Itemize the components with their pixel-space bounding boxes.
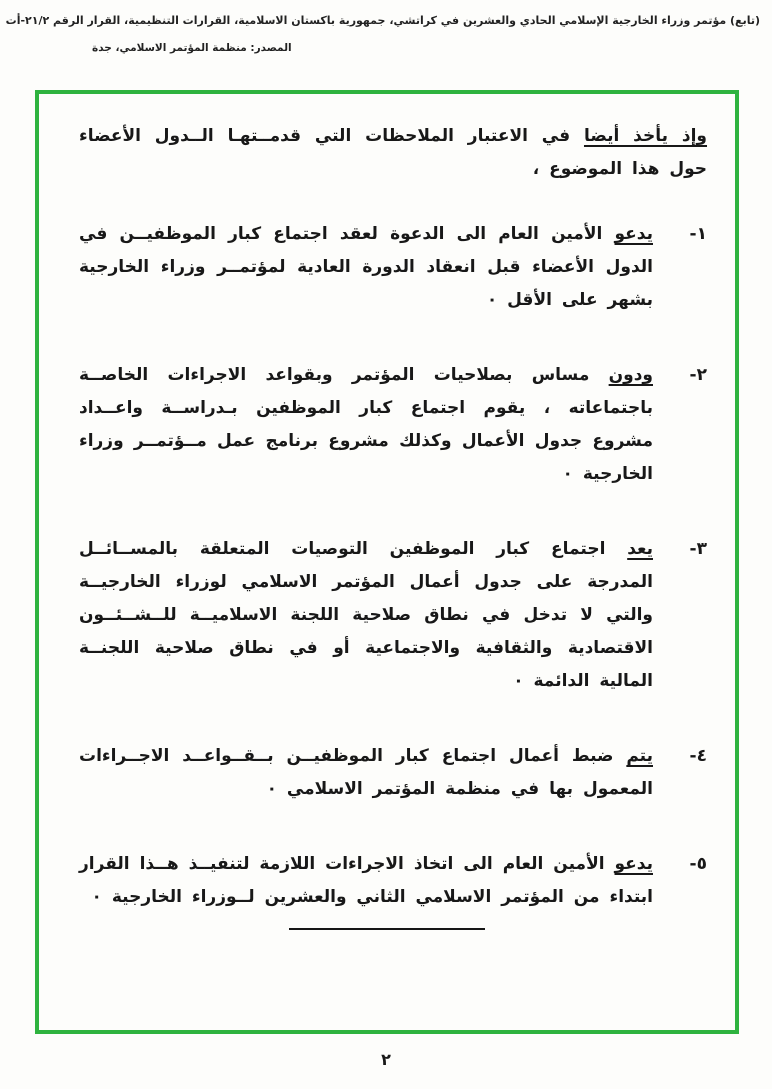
clause-rest-1: الأمين العام الى الدعوة لعقد اجتماع كبار الموظفيــن في الدول الأعضاء قبل انعقاد الدورة العادية لمؤتمــر وزراء الخارجية بشهر على الأقل ٠ [79,224,653,310]
clause-text-3 [79,533,653,698]
clause-number-5: ٥- [689,854,707,874]
clause-number-2: ٢- [689,365,707,385]
resolution-body [39,94,735,1030]
clause-item-5 [79,848,707,914]
clause-number-3: ٣- [689,539,707,559]
clause-text-5 [79,848,653,914]
clause-lead-4: يتم [626,746,653,766]
clause-rest-3: اجتماع كبار الموظفين التوصيات المتعلقة بالمســائــل المدرجة على جدول أعمال المؤتمر الاسلامي لوزراء الخارجيــة والتي لا تدخل في نطاق صلاحية اللجنة الاسلاميــة للــشــئــون الاقتصادية والثقافية والاجتماعية أو في نطاق صلاحية اللجنــة المالية الدائمة ٠ [79,539,653,691]
clause-item-2 [79,359,707,491]
clause-item-4 [79,740,707,806]
preamble-paragraph [79,120,707,186]
clause-rest-4: ضبط أعمال اجتماع كبار الموظفيــن بــقــواعــد الاجــراءات المعمول بها في منظمة المؤتمر الاسلامي ٠ [79,746,653,799]
clause-lead-3: يعد [627,539,653,559]
clause-number-1: ١- [689,224,707,244]
clause-item-1 [79,218,707,317]
clauses-list [79,218,707,914]
header-title: (تابع) مؤتمر وزراء الخارجية الإسلامي الحادي والعشرين في كراتشي، جمهورية باكستان الاسلامية، القرارات التنظيمية، القرار الرقم ٢١/٢-أت [5,14,760,27]
clause-text-4 [79,740,653,806]
clause-lead-5: يدعو [614,854,653,874]
header-source: المصدر: منظمة المؤتمر الاسلامي، جدة [92,42,292,54]
clause-lead-1: يدعو [614,224,653,244]
preamble-lead: وإذ يأخذ أيضا [583,126,708,146]
clause-text-1 [79,218,653,317]
clause-rest-5: الأمين العام الى اتخاذ الاجراءات اللازمة لتنفيــذ هــذا القرار ابتداء من المؤتمر الاسلامي الثاني والعشرين لــوزراء الخارجية ٠ [79,854,653,907]
clause-item-3 [79,533,707,698]
preamble-rest: في الاعتبار الملاحظات التي قدمــتهـا الــدول الأعضاء حول هذا الموضوع ، [79,126,707,179]
clause-number-4: ٤- [689,746,707,766]
clause-text-2 [79,359,653,491]
clause-rest-2: مساس بصلاحيات المؤتمر وبقواعد الاجراءات الخاصــة باجتماعاته ، يقوم اجتماع كبار الموظفين بـدراســة واعــداد مشروع جدول الأعمال وكذلك مشروع برنامج عمل مــؤتمــر وزراء الخارجية ٠ [79,365,653,484]
page-number: ٢ [381,1050,391,1069]
end-divider [289,928,485,930]
clause-lead-2: ودون [608,365,653,385]
content-frame [35,90,739,1034]
